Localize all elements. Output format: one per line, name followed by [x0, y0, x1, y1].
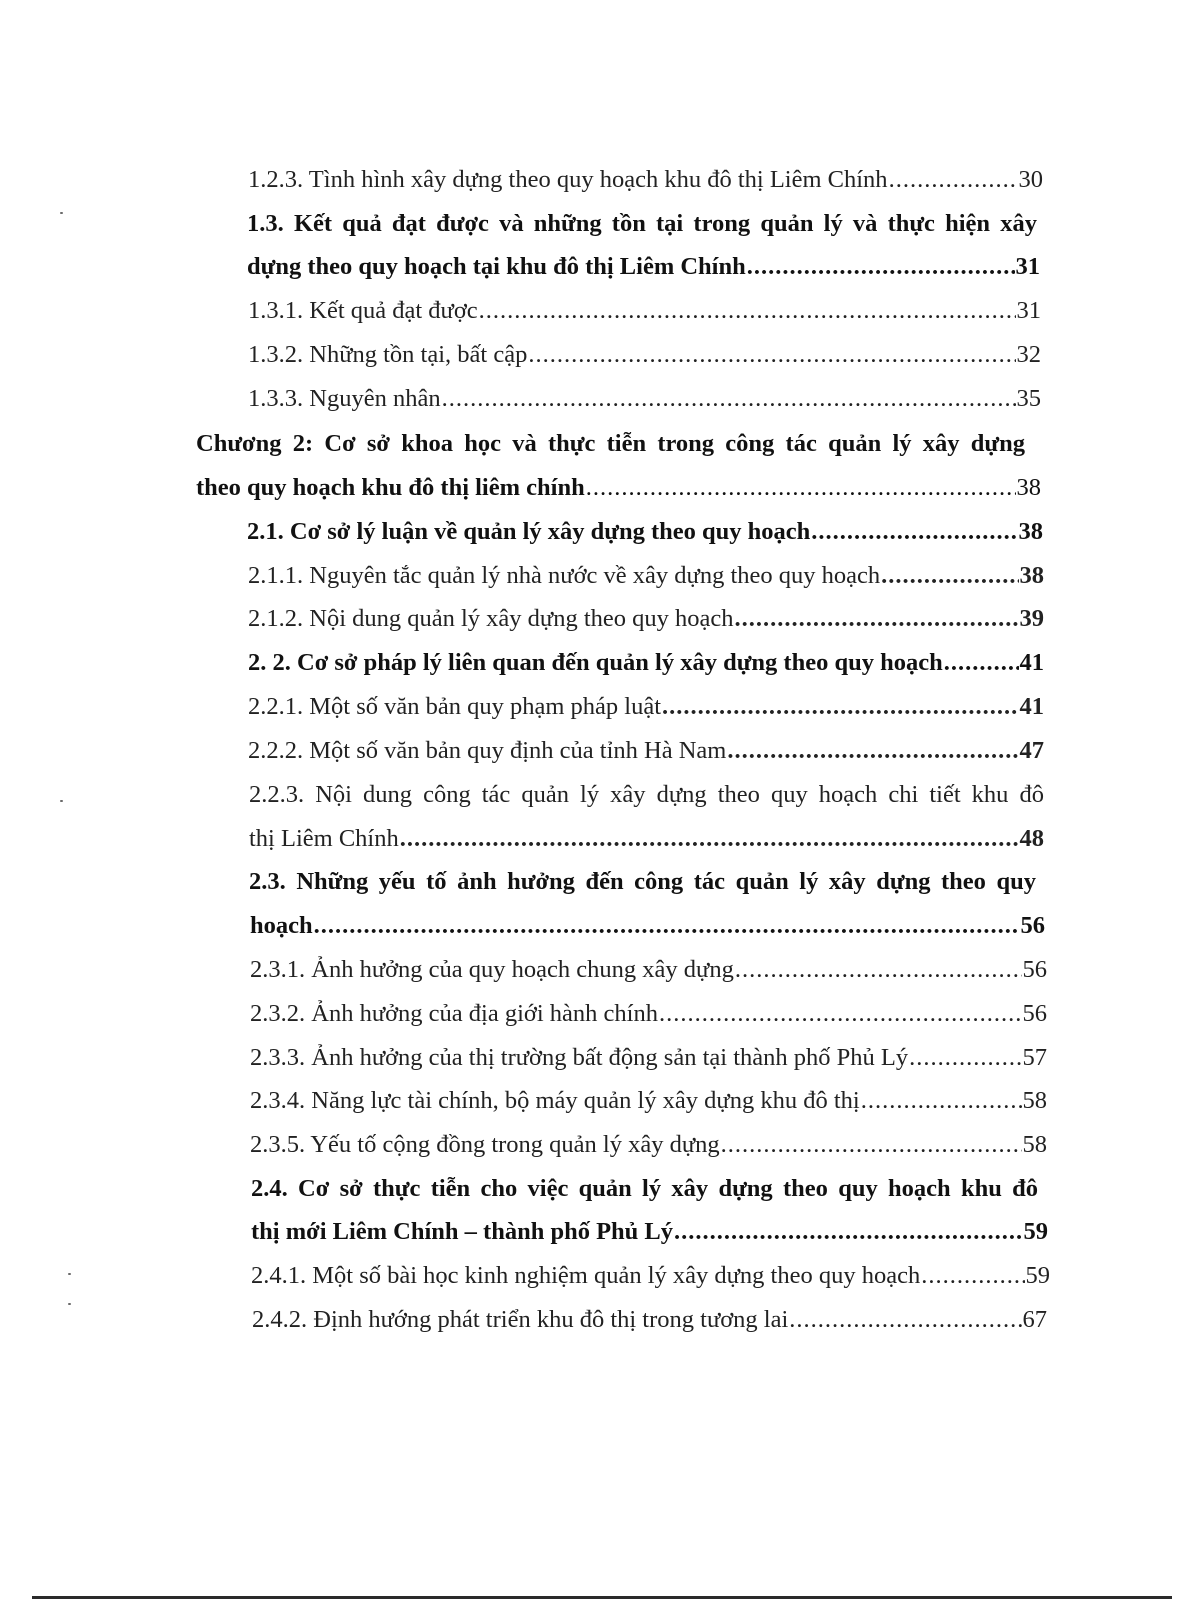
dot-leader [747, 255, 1015, 280]
dot-leader [721, 1133, 1022, 1158]
toc-entry-title: 2.2.3. Nội dung công tác quản lý xây dựng theo quy hoạch chi tiết khu đô [249, 781, 1044, 808]
toc-entry-page: 48 [1019, 825, 1044, 852]
page-bottom-rule [32, 1596, 1172, 1599]
toc-entry-title: 2.3.1. Ảnh hưởng của quy hoạch chung xây dựng [250, 956, 734, 983]
toc-entry-title: thị Liêm Chính [249, 825, 399, 852]
toc-entry [250, 958, 1047, 983]
toc-entry-title: 2.2.2. Một số văn bản quy định của tỉnh Hà Nam [248, 737, 727, 764]
toc-entry [248, 299, 1041, 324]
toc-entry-page: 59 [1023, 1218, 1048, 1245]
toc-entry-page: 58 [1022, 1131, 1047, 1158]
toc-entry [248, 739, 1044, 764]
toc-entry [247, 255, 1040, 280]
scan-speck [60, 800, 63, 802]
dot-leader [811, 520, 1017, 545]
toc-entry [248, 343, 1041, 368]
dot-leader [735, 607, 1019, 632]
toc-entry-title: 2.3. Những yếu tố ảnh hưởng đến công tác quản lý xây dựng theo quy [249, 868, 1036, 895]
toc-chapter-entry [196, 476, 1041, 501]
toc-entry-title: 1.3. Kết quả đạt được và những tồn tại trong quản lý và thực hiện xây [247, 210, 1037, 237]
toc-entry [248, 695, 1044, 720]
toc-entry-page: 38 [1016, 474, 1041, 501]
toc-entry [251, 1220, 1048, 1245]
toc-entry-title: theo quy hoạch khu đô thị liêm chính [196, 474, 585, 501]
dot-leader [909, 1046, 1021, 1071]
dot-leader [442, 387, 1016, 412]
toc-entry-title: 2.3.2. Ảnh hưởng của địa giới hành chính [250, 1000, 658, 1027]
dot-leader [479, 299, 1016, 324]
toc-entry-page: 56 [1020, 912, 1045, 939]
toc-entry-title: 1.3.1. Kết quả đạt được [248, 297, 478, 324]
dot-leader [921, 1264, 1024, 1289]
toc-entry-title: 1.3.2. Những tồn tại, bất cập [248, 341, 528, 368]
toc-entry [250, 1002, 1047, 1027]
toc-entry-title: Chương 2: Cơ sở khoa học và thực tiễn trong công tác quản lý xây dựng [196, 430, 1025, 457]
toc-entry-page: 41 [1019, 693, 1044, 720]
toc-entry-title: 2.1.2. Nội dung quản lý xây dựng theo quy hoạch [248, 605, 734, 632]
toc-entry [248, 387, 1041, 412]
toc-entry-title: thị mới Liêm Chính – thành phố Phủ Lý [251, 1218, 674, 1245]
scan-speck [68, 1303, 71, 1305]
toc-entry [250, 914, 1045, 939]
toc-entry-page: 30 [1018, 166, 1043, 193]
toc-entry [249, 827, 1044, 852]
toc-entry [249, 870, 1036, 895]
toc-entry [248, 607, 1044, 632]
toc-entry-page: 32 [1016, 341, 1041, 368]
toc-entry-title: 2.1.1. Nguyên tắc quản lý nhà nước về xây dựng theo quy hoạch [248, 562, 881, 589]
dot-leader [400, 827, 1019, 852]
dot-leader [727, 739, 1018, 764]
toc-entry [248, 168, 1043, 193]
scan-speck [68, 1273, 71, 1275]
toc-entry-title: dựng theo quy hoạch tại khu đô thị Liêm Chính [247, 253, 746, 280]
toc-chapter-entry [196, 432, 1025, 457]
toc-entry-page: 67 [1022, 1306, 1047, 1333]
toc-entry [249, 783, 1044, 808]
toc-entry [250, 1133, 1047, 1158]
toc-entry [247, 520, 1043, 545]
toc-entry-title: 2.2.1. Một số văn bản quy phạm pháp luật [248, 693, 662, 720]
toc-entry-page: 31 [1016, 297, 1041, 324]
toc-entry-page: 31 [1015, 253, 1040, 280]
toc-entry-page: 59 [1025, 1262, 1050, 1289]
toc-entry-page: 47 [1019, 737, 1044, 764]
dot-leader [789, 1308, 1021, 1333]
toc-entry-page: 41 [1019, 649, 1044, 676]
dot-leader [528, 343, 1015, 368]
dot-leader [314, 914, 1020, 939]
toc-entry-title: 2.4.1. Một số bài học kinh nghiệm quản lý xây dựng theo quy hoạch [251, 1262, 921, 1289]
toc-entry-page: 58 [1022, 1087, 1047, 1114]
toc-entry [250, 1089, 1047, 1114]
toc-entry-title: 2.3.3. Ảnh hưởng của thị trường bất động sản tại thành phố Phủ Lý [250, 1044, 909, 1071]
dot-leader [662, 695, 1018, 720]
toc-entry-page: 56 [1022, 1000, 1047, 1027]
toc-entry-page: 38 [1019, 562, 1044, 589]
toc-entry-title: 1.3.3. Nguyên nhân [248, 385, 441, 412]
toc-entry-title: 1.2.3. Tình hình xây dựng theo quy hoạch khu đô thị Liêm Chính [248, 166, 888, 193]
dot-leader [586, 476, 1016, 501]
toc-entry [251, 1264, 1050, 1289]
toc-entry [250, 1046, 1047, 1071]
toc-entry [248, 564, 1044, 589]
dot-leader [659, 1002, 1022, 1027]
toc-entry-title: 2. 2. Cơ sở pháp lý liên quan đến quản lý xây dựng theo quy hoạch [248, 649, 943, 676]
toc-entry-title: 2.3.5. Yếu tố cộng đồng trong quản lý xây dựng [250, 1131, 720, 1158]
toc-entry-page: 57 [1022, 1044, 1047, 1071]
toc-entry-page: 39 [1019, 605, 1044, 632]
toc-entry [252, 1308, 1047, 1333]
toc-entry-title: hoạch [250, 912, 313, 939]
toc-entry-page: 56 [1022, 956, 1047, 983]
dot-leader [861, 1089, 1022, 1114]
scan-speck [60, 212, 63, 214]
toc-entry-page: 38 [1018, 518, 1043, 545]
dot-leader [944, 651, 1019, 676]
toc-entry-title: 2.3.4. Năng lực tài chính, bộ máy quản lý xây dựng khu đô thị [250, 1087, 860, 1114]
dot-leader [674, 1220, 1022, 1245]
toc-entry [248, 651, 1044, 676]
dot-leader [881, 564, 1018, 589]
toc-entry [251, 1177, 1038, 1202]
toc-entry-page: 35 [1016, 385, 1041, 412]
dot-leader [889, 168, 1018, 193]
toc-entry [247, 212, 1037, 237]
toc-entry-title: 2.4. Cơ sở thực tiễn cho việc quản lý xây dựng theo quy hoạch khu đô [251, 1175, 1038, 1202]
dot-leader [735, 958, 1022, 983]
toc-entry-title: 2.4.2. Định hướng phát triển khu đô thị trong tương lai [252, 1306, 789, 1333]
toc-entry-title: 2.1. Cơ sở lý luận về quản lý xây dựng theo quy hoạch [247, 518, 811, 545]
